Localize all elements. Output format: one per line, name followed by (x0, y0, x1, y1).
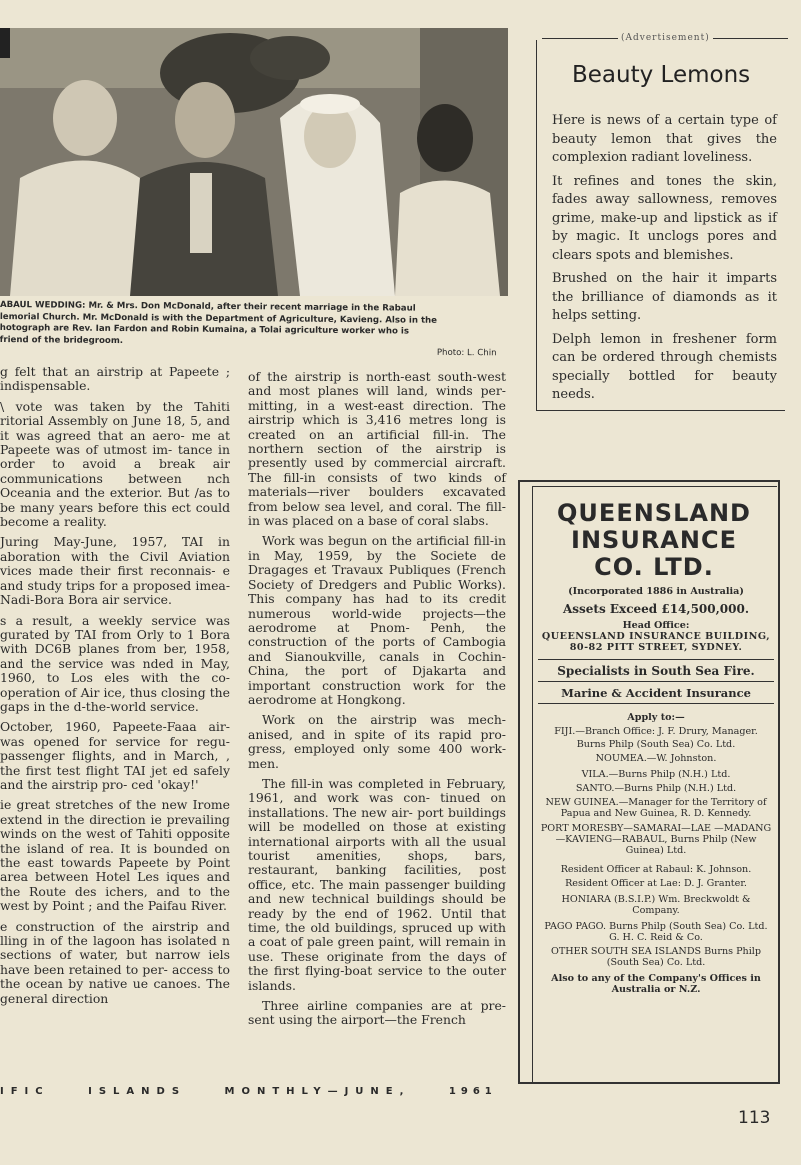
head-office-label: Head Office: (622, 620, 690, 631)
head-office-address: QUEENSLAND INSURANCE BUILDING, 80-82 PITT STREET, SYDNEY. (541, 631, 771, 653)
caption-line: lemorial Church. Mr. McDonald is with the Department of Agriculture, Kavieng. Also in the (0, 311, 438, 326)
caption-line: ABAUL WEDDING: Mr. & Mrs. Don McDonald, after their recent marriage in the Rabaul (0, 300, 416, 314)
ad-paragraph: It refines and tones the skin, fades away sallowness, removes grime, make-up and lipstick as if by magic. It unclogs pores and clears spots and blemishes. (552, 173, 777, 263)
marine-line: Marine & Accident Insurance (561, 686, 751, 700)
caption-line: hotograph are Rev. Ian Fardon and Robin Kumaina, a Tolai agriculture worker who is (0, 322, 410, 337)
agent-entry: NOUMEA.—W. Johnston. (595, 753, 717, 764)
article-paragraph: ie great stretches of the new Irome extend in the direction ie prevailing winds on the west of Tahiti opposite the island of rea. It is bounded on the east towards Papeete by Point area between Hotel Les iques and the Route des ichers, and to the west by Point ; and the Paifau River. (0, 797, 230, 914)
article-paragraph: Three airline companies are at pre- sent using the airport—the French (248, 998, 506, 1028)
insurance-title (532, 500, 776, 581)
agent-entry: Resident Officer at Lae: D. J. Granter. (565, 878, 747, 889)
ad-title: Beauty Lemons (572, 62, 751, 88)
photo-credit: Photo: L. Chin (436, 347, 497, 359)
caption-line: friend of the bridegroom. (0, 334, 124, 346)
photo-caption (0, 300, 505, 359)
assets-line: Assets Exceed £14,500,000. (562, 602, 750, 616)
magazine-footer (0, 1086, 520, 1097)
agent-entry: Also to any of the Company's Offices in Australia or N.Z. (551, 973, 761, 995)
specialists-line: Specialists in South Sea Fire. (557, 664, 755, 678)
article-column-2 (248, 370, 506, 1034)
article-paragraph: of the airstrip is north-east south-west and most planes will land, winds per- mitting, in a west-east direction. The airstrip which is 3,416 metres long is created on an artificial fill-in. The northern section of the airstrip is presently used by commercial aircraft. The fill-in consists of two kinds of materials—river boulders excavated from below sea level, and coral. The fill-in was placed on a base of coral slabs. (248, 369, 506, 529)
title-line: CO. LTD. (594, 553, 714, 581)
article-paragraph: e construction of the airstrip and lling in of the lagoon has isolated n sections of water, but narrow iels have been retained to per- access to the ocean by native ue canoes. The general direction (0, 918, 230, 1006)
advertisement-label: (Advertisement) (618, 33, 713, 43)
article-paragraph: \ vote was taken by the Tahiti ritorial Assembly on June 18, 5, and it was agreed that an aero- me at Papeete was of utmost im- tance in order to avoid a break air communications between nch Oceania and the exterior. But /as to be many years before this ect could become a reality. (0, 398, 230, 530)
ad-header (542, 33, 788, 43)
incorporated-note: (Incorporated 1886 in Australia) (568, 586, 744, 597)
title-line: QUEENSLAND (557, 499, 751, 527)
agent-entry: Resident Officer at Rabaul: K. Johnson. (560, 864, 752, 875)
article-paragraph: The fill-in was completed in February, 1961, and work was con- tinued on installations. The new air- port buildings will be modelled on those at existing international airports with all the usual tourist amenities, shops, bars, restaurant, banking facilities, post office, etc. The main passenger building and new technical buildings should be ready by the end of 1962. Until that time, the old buildings, spruced up with a coat of pale green paint, will remain in use. These originate from the days of the first flying-boat service to the outer islands. (248, 775, 506, 993)
footer-word: IFIC (0, 1086, 50, 1097)
agent-entry: HONIARA (B.S.I.P.) Wm. Breckwoldt & Company. (561, 894, 751, 916)
agent-entry: VILA.—Burns Philp (N.H.) Ltd. (581, 769, 731, 780)
article-paragraph: s a result, a weekly service was gurated by TAI from Orly to 1 Bora with DC6B planes from ber, 1958, and the service was nded in May, 1960, to Los eles with the co-operation of Air ice, thus closing the gaps in the d-the-world service. (0, 612, 230, 714)
insurance-details (538, 586, 774, 995)
ad-body (552, 112, 777, 410)
agent-entry: Burns Philp (South Sea) Co. Ltd. (576, 739, 736, 750)
apply-to: Apply to:— (627, 712, 685, 723)
article-paragraph: g felt that an airstrip at Papeete ; indispensable. (0, 365, 230, 394)
agent-entry: SANTO.—Burns Philp (N.H.) Ltd. (575, 783, 737, 794)
agent-entry: PORT MORESBY—SAMARAI—LAE —MADANG—KAVIENG—RABAUL, Burns Philp (New Guinea) Ltd. (540, 823, 772, 856)
wedding-photo-image (0, 28, 508, 296)
title-line: INSURANCE (571, 526, 737, 554)
footer-word: ISLANDS (88, 1086, 187, 1097)
divider (538, 703, 774, 704)
wedding-photo (0, 28, 508, 296)
divider (538, 659, 774, 660)
article-paragraph: October, 1960, Papeete-Faaa air- was opened for service for regu- passenger flights, and in March, , the first test flight TAI jet ed safely and the airstrip pro- ced 'okay!' (0, 719, 230, 792)
article-paragraph: Work was begun on the artificial fill-in in May, 1959, by the Societe de Dragages et Travaux Publiques (French Society of Dredgers and Public Works). This company has had to its credit numerous world-wide projects—the aerodrome at Pnom- Penh, the construction of the ports of Cambogia and Sianoukville, canals in Cochin-China, the port of Djakarta and important construction work for the aerodrome at Hongkong. (248, 533, 506, 707)
ad-paragraph: Here is news of a certain type of beauty lemon that gives the complexion radiant loveliness. (552, 113, 777, 165)
article-column-1 (0, 365, 230, 1012)
agent-entry: FIJI.—Branch Office: J. F. Drury, Manager. (554, 726, 758, 737)
agent-entry: OTHER SOUTH SEA ISLANDS Burns Philp (South Sea) Co. Ltd. (550, 946, 762, 968)
footer-word: 1961 (448, 1086, 497, 1097)
agent-entry: PAGO PAGO. Burns Philp (South Sea) Co. Ltd. G. H. C. Reid & Co. (544, 921, 768, 943)
agent-entry: NEW GUINEA.—Manager for the Territory of Papua and New Guinea, R. D. Kennedy. (545, 797, 767, 819)
page-number: 113 (738, 1108, 771, 1128)
ad-paragraph: Brushed on the hair it imparts the brilliance of diamonds as it helps setting. (552, 271, 777, 323)
article-paragraph: Juring May-June, 1957, TAI in aboration with the Civil Aviation vices made their first reconnais- e and study trips for a proposed imea-Nadi-Bora Bora air service. (0, 534, 230, 608)
divider (538, 681, 774, 682)
article-paragraph: Work on the airstrip was mech- anised, and in spite of its rapid pro- gress, employed only some 400 work- men. (248, 712, 506, 771)
ad-paragraph: Delph lemon in freshener form can be ordered through chemists specially bottled for beauty needs. (552, 331, 777, 402)
footer-word: MONTHLY—JUNE, (224, 1086, 411, 1097)
